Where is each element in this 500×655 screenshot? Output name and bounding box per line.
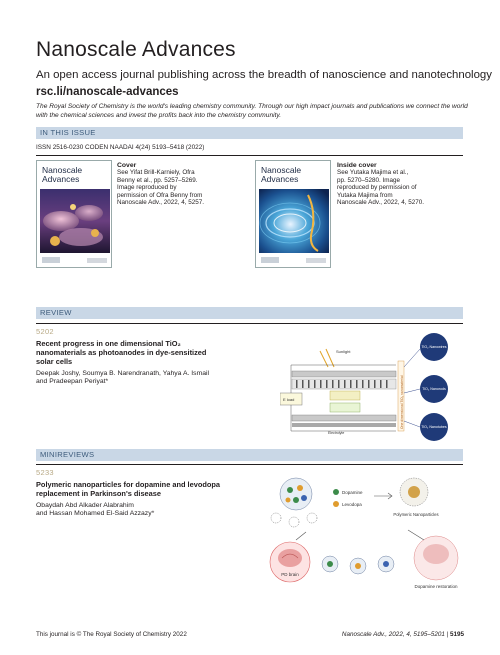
figure-label-one-d-tio2: One dimensional TiO₂ nanomaterial	[400, 375, 404, 429]
inside-cover-caption-heading: Inside cover	[337, 162, 377, 169]
section-bar-review	[36, 307, 463, 319]
figure-label-dopamine-restoration: Dopamine restoration	[414, 584, 458, 589]
review-graphical-abstract	[280, 331, 460, 441]
figure-label-polymeric-nanoparticles: Polymeric Nanoparticles	[393, 512, 439, 517]
cover-image[interactable]	[36, 160, 112, 268]
minireview-page-number: 5233	[36, 468, 54, 477]
footer-citation-text: Nanoscale Adv., 2022, 4, 5195–5201	[341, 631, 445, 638]
minireview-graphical-abstract	[266, 470, 464, 610]
footer-citation	[342, 631, 464, 638]
inside-cover-title: Nanoscale Advances	[261, 165, 302, 184]
figure-label-dopamine: Dopamine	[342, 490, 363, 495]
journal-url[interactable]: rsc.li/nanoscale-advances	[36, 86, 179, 98]
inside-cover-caption	[337, 162, 447, 207]
footer-copyright: This journal is © The Royal Society of Chemistry 2022	[36, 631, 187, 638]
figure-label-tio2-nanotubes: TiO₂ Nanotubes	[421, 425, 447, 429]
rsc-blurb: The Royal Society of Chemistry is the world's leading chemistry community. Through our high impact journals and publications we connect the world with the chemical sciences and invest the profits back into the chemistry community.	[36, 103, 468, 119]
section-heading-in-this-issue: IN THIS ISSUE	[40, 128, 96, 137]
inside-cover-caption-text: See Yutaka Majima et al., pp. 5270–5280. Image reproduced by permission of Yutaka Majima from Nanoscale Adv., 2022, 4, 5270.	[337, 169, 425, 207]
figure-label-pd-brain: PD brain	[281, 572, 299, 577]
cover-title: Nanoscale Advances	[42, 165, 83, 184]
section-bar-minireviews	[36, 449, 463, 461]
figure-label-e-load: E load	[283, 397, 295, 402]
figure-label-sunlight: Sunlight	[336, 349, 351, 354]
page-number: 5195	[449, 631, 464, 638]
review-page-number: 5202	[36, 327, 54, 336]
figure-label-levodopa: Levodopa	[342, 502, 362, 507]
cover-caption-text: See Yifat Brill-Karniely, Ofra Benny et al., pp. 5257–5269. Image reproduced by permission of Ofra Benny from Nanoscale Adv., 2022, 4, 5257.	[117, 169, 205, 207]
minireview-authors: Obaydah Abd Alkader Alabrahim and Hassan Mohamed El-Said Azzazy*	[36, 502, 155, 518]
footer-separator: |	[444, 631, 450, 638]
issn-line: ISSN 2516-0230 CODEN NAADAI 4(24) 5193–5418 (2022)	[36, 144, 205, 151]
minireview-title[interactable]: Polymeric nanoparticles for dopamine and levodopa replacement in Parkinson's disease	[36, 480, 220, 498]
review-title[interactable]: Recent progress in one dimensional TiO₂ nanomaterials as photoanodes in dye-sensitized solar cells	[36, 339, 207, 366]
section-heading-minireviews: MINIREVIEWS	[40, 450, 95, 459]
review-authors: Deepak Joshy, Soumya B. Narendranath, Yahya A. Ismail and Pradeepan Periyat*	[36, 370, 210, 386]
divider	[36, 155, 463, 156]
figure-label-electrolyte: Electrolyte	[328, 431, 345, 435]
section-heading-review: REVIEW	[40, 308, 72, 317]
figure-label-tio2-nanorods: TiO₂ Nanorods	[422, 387, 446, 391]
cover-caption-heading: Cover	[117, 162, 137, 169]
cover-caption	[117, 162, 207, 207]
journal-tagline: An open access journal publishing across the breadth of nanoscience and nanotechnology	[36, 69, 492, 81]
journal-title: Nanoscale Advances	[36, 38, 236, 61]
inside-cover-image[interactable]	[255, 160, 331, 268]
divider	[36, 464, 463, 465]
divider	[36, 323, 463, 324]
figure-label-tio2-nanowires: TiO₂ Nanowires	[421, 345, 447, 349]
section-bar-in-this-issue	[36, 127, 463, 139]
